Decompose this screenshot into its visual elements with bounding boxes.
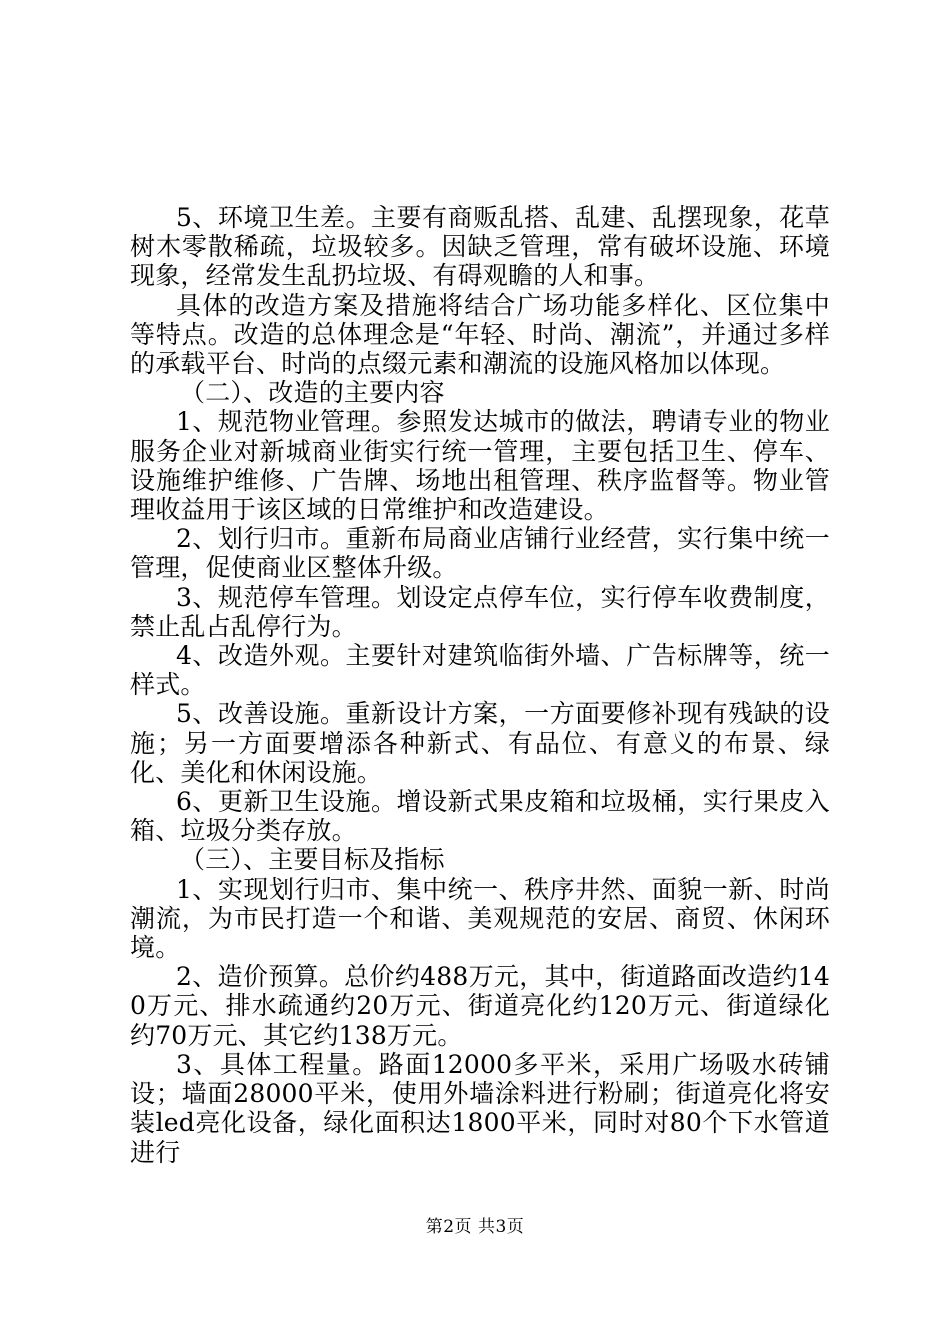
paragraph-goal-environment: 1、实现划行归市、集中统一、秩序井然、面貌一新、时尚潮流，为市民打造一个和谐、美观规范的安居、商贸、休闲环境。 — [130, 874, 830, 963]
paragraph-property-management: 1、规范物业管理。参照发达城市的做法，聘请专业的物业服务企业对新城商业街实行统一管理，主要包括卫生、停车、设施维护维修、广告牌、场地出租管理、秩序监督等。物业管理收益用于该区域的日常维护和改造建设。 — [130, 407, 830, 525]
paragraph-sanitation-facilities: 6、更新卫生设施。增设新式果皮箱和垃圾桶，实行果皮入箱、垃圾分类存放。 — [130, 787, 830, 846]
document-body — [130, 203, 830, 1167]
page-footer — [0, 1217, 950, 1237]
paragraph-business-zoning: 2、划行归市。重新布局商业店铺行业经营，实行集中统一管理，促使商业区整体升级。 — [130, 524, 830, 583]
paragraph-work-quantity: 3、具体工程量。路面12000多平米，采用广场吸水砖铺设；墙面28000平米，使用外墙涂料进行粉刷；街道亮化将安装led亮化设备，绿化面积达1800平米，同时对80个下水管道进行 — [130, 1049, 830, 1167]
paragraph-cost-budget: 2、造价预算。总价约488万元，其中，街道路面改造约140万元、排水疏通约20万元、街道亮化约120万元、街道绿化约70万元、其它约138万元。 — [130, 962, 830, 1050]
section-heading-goals: （三）、主要目标及指标 — [180, 845, 445, 875]
page-number: 第2页 共3页 — [425, 1217, 525, 1237]
paragraph-facade-renovation: 4、改造外观。主要针对建筑临街外墙、广告标牌等，统一样式。 — [130, 641, 830, 700]
paragraph-renovation-concept: 具体的改造方案及措施将结合广场功能多样化、区位集中等特点。改造的总体理念是“年轻、时尚、潮流”，并通过多样的承载平台、时尚的点缀元素和潮流的设施风格加以体现。 — [130, 290, 830, 379]
section-heading-main-content: （二）、改造的主要内容 — [180, 378, 445, 408]
paragraph-environment-sanitation: 5、环境卫生差。主要有商贩乱搭、乱建、乱摆现象，花草树木零散稀疏，垃圾较多。因缺乏管理，常有破坏设施、环境现象，经常发生乱扔垃圾、有碍观瞻的人和事。 — [130, 203, 830, 291]
paragraph-facility-improvement: 5、改善设施。重新设计方案，一方面要修补现有残缺的设施；另一方面要增添各种新式、有品位、有意义的布景、绿化、美化和休闲设施。 — [130, 699, 830, 787]
paragraph-parking-management: 3、规范停车管理。划设定点停车位，实行停车收费制度，禁止乱占乱停行为。 — [130, 582, 830, 641]
